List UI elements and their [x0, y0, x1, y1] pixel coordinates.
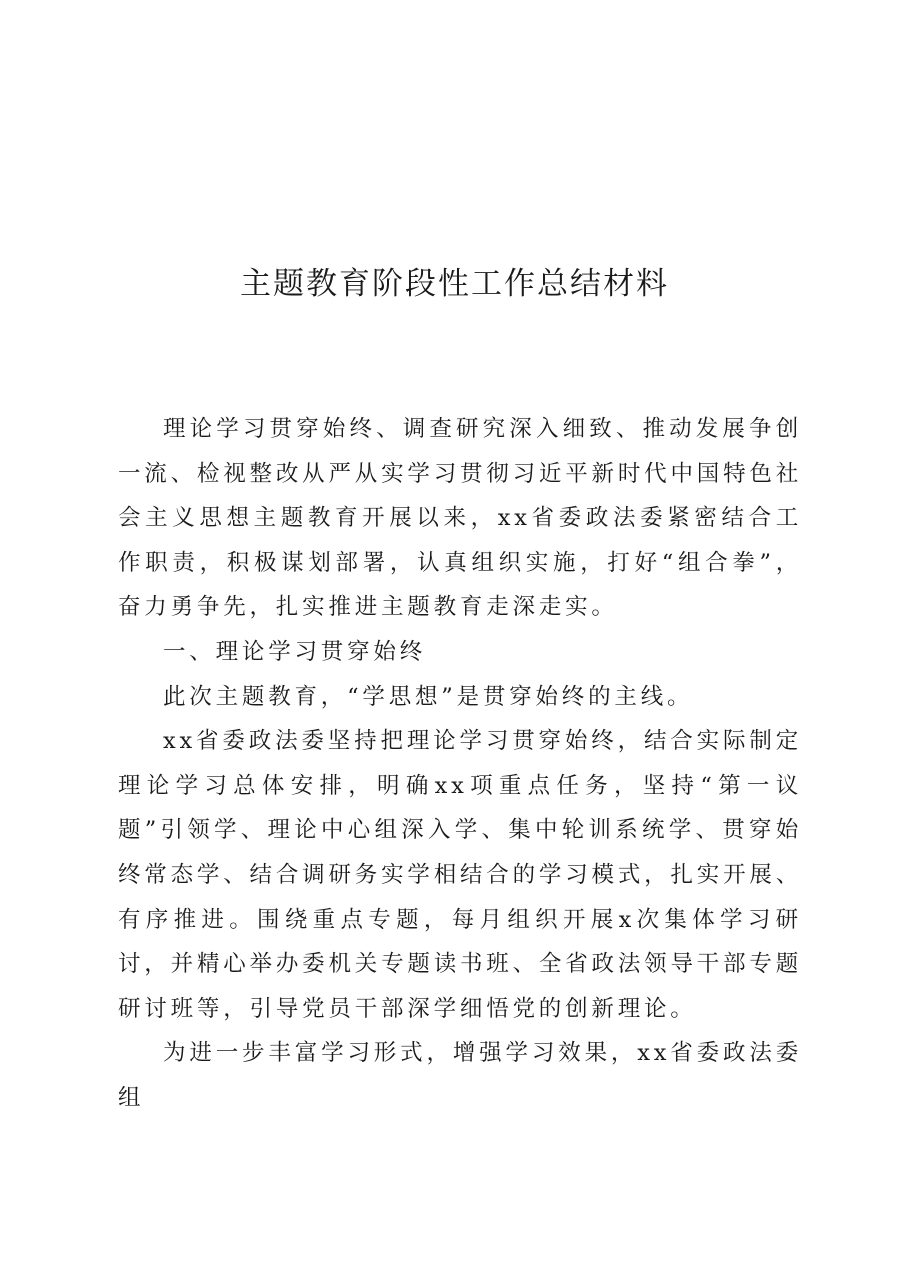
section-heading-1: 一、理论学习贯穿始终: [163, 638, 427, 665]
paragraph-theory-study: xx省委政法委坚持把理论学习贯穿始终，结合实际制定理论学习总体安排，明确xx项重点任务，坚持“第一议题”引领学、理论中心组深入学、集中轮训系统学、贯穿始终常态学、结合调研务实学相结合的学习模式，扎实开展、有序推进。围绕重点专题，每月组织开展x次集体学习研讨，并精心举办委机关专题读书班、全省政法领导干部专题研讨班等，引导党员干部深学细悟党的创新理论。: [118, 728, 802, 1022]
document-body: [118, 407, 802, 1121]
document-title: 主题教育阶段性工作总结材料: [240, 266, 669, 302]
paragraph-intro: 理论学习贯穿始终、调查研究深入细致、推动发展争创一流、检视整改从严从实学习贯彻习近平新时代中国特色社会主义思想主题教育开展以来，xx省委政法委紧密结合工作职责，积极谋划部署，认真组织实施，打好“组合拳”，奋力勇争先，扎实推进主题教育走深走实。: [118, 416, 802, 621]
paragraph-continued: 为进一步丰富学习形式，增强学习效果，xx省委政法委组: [118, 1040, 802, 1111]
paragraph-main-line: 此次主题教育，“学思想”是贯穿始终的主线。: [163, 683, 694, 710]
